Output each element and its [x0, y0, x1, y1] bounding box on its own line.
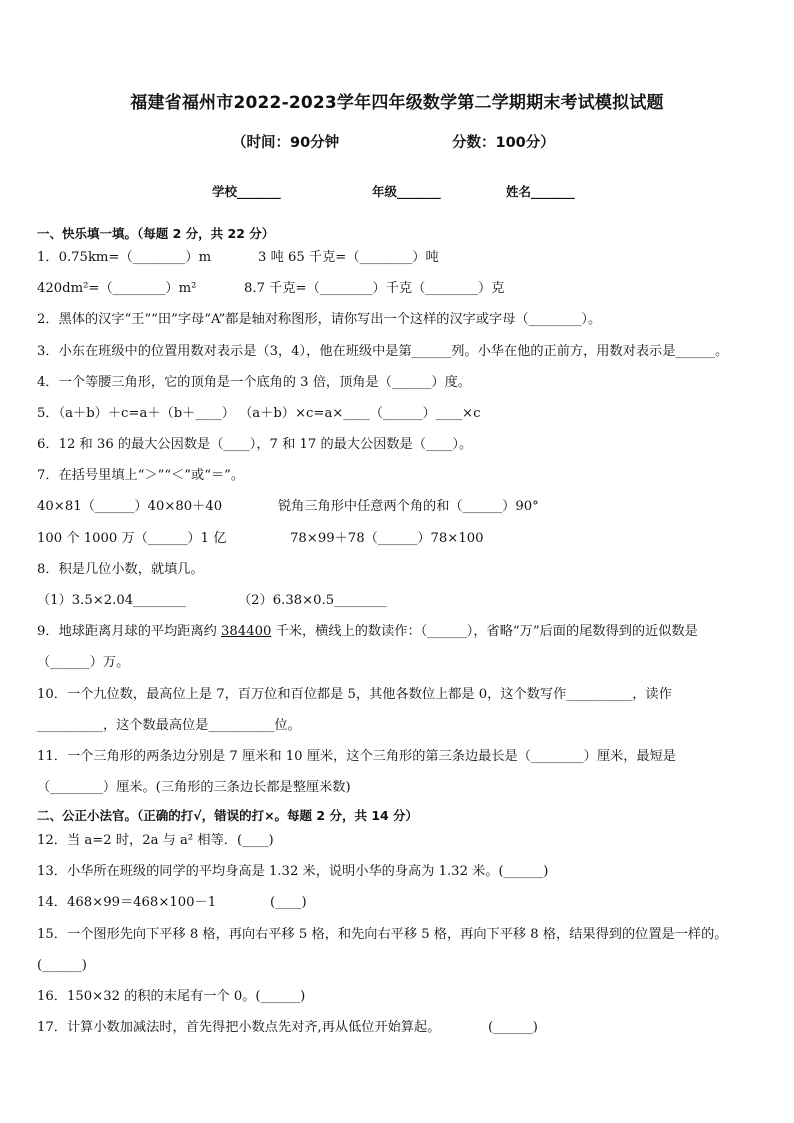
exam-title: 福建省福州市2022-2023学年四年级数学第二学期期末考试模拟试题 [130, 93, 664, 113]
question-10-continued: __________，这个数最高位是__________位。 [37, 718, 301, 733]
question-17-answer: (______) [488, 1020, 538, 1035]
question-15-continued: (______) [37, 958, 87, 973]
question-13: 13．小华所在班级的同学的平均身高是 1.32 米，说明小华的身高为 1.32 米。(______) [37, 864, 549, 879]
school-field: 学校_______ [212, 184, 281, 199]
question-7b: 锐角三角形中任意两个角的和（______）90° [278, 499, 539, 514]
question-9-prefix: 9．地球距离月球的平均距离约 [37, 624, 222, 639]
question-8b: （2）6.38×0.5________ [238, 593, 387, 608]
question-15: 15．一个图形先向下平移 8 格，再向右平移 5 格，和先向右平移 5 格，再向下平移 8 格，结果得到的位置是一样的。 [37, 927, 728, 942]
question-7c: 100 个 1000 万（______）1 亿 [37, 531, 227, 546]
exam-time: （时间：90分钟 [232, 135, 340, 151]
question-10: 10．一个九位数，最高位上是 7，百万位和百位都是 5，其他各数位上都是 0，这个数写作__________，读作 [37, 687, 672, 702]
question-7a: 40×81（______）40×80＋40 [37, 499, 223, 514]
question-9-suffix: 千米，横线上的数读作：（______），省略“万”后面的尾数得到的近似数是 [271, 624, 698, 639]
question-9-underlined-number: 384400 [221, 624, 272, 639]
question-11-continued: （________）厘米。(三角形的三条边长都是整厘米数) [37, 780, 351, 795]
section-1-title: 一、快乐填一填。（每题 2 分，共 22 分） [37, 226, 275, 241]
question-14-answer: (____) [270, 895, 307, 910]
name-field: 姓名_______ [506, 184, 575, 199]
question-4: 4．一个等腰三角形，它的顶角是一个底角的 3 倍，顶角是（______）度。 [37, 375, 471, 390]
question-14: 14．468×99＝468×100－1 [37, 895, 217, 910]
question-5: 5．（a＋b）＋c=a＋（b＋____） （a＋b）×c=a×____（______）____×c [37, 406, 481, 421]
question-9-continued: （______）万。 [37, 655, 130, 670]
question-12: 12．当 a=2 时，2a 与 a² 相等．(____) [37, 833, 274, 848]
question-8a: （1）3.5×2.04________ [37, 593, 186, 608]
question-11: 11．一个三角形的两条边分别是 7 厘米和 10 厘米，这个三角形的第三条边最长是（________）厘米，最短是 [37, 749, 676, 764]
question-2: 2．黑体的汉字“王”“田”字母“A”都是轴对称图形，请你写出一个这样的汉字或字母（________）。 [37, 312, 602, 327]
exam-score: 分数：100分） [452, 135, 555, 151]
question-1a: 1．0.75km=（________）m [37, 250, 212, 265]
question-6: 6．12 和 36 的最大公因数是（____），7 和 17 的最大公因数是（____）。 [37, 437, 473, 452]
question-16: 16．150×32 的积的末尾有一个 0。(______) [37, 989, 306, 1004]
grade-field: 年级_______ [372, 184, 441, 199]
question-7d: 78×99＋78（______）78×100 [290, 531, 484, 546]
section-2-title: 二、公正小法官。（正确的打√，错误的打×。每题 2 分，共 14 分） [37, 808, 419, 823]
question-1c: 420dm²=（________）m² [37, 281, 197, 296]
question-1b: 3 吨 65 千克=（________）吨 [258, 250, 439, 265]
question-8: 8．积是几位小数，就填几。 [37, 562, 204, 577]
question-17: 17．计算小数加减法时，首先得把小数点先对齐,再从低位开始算起。 [37, 1020, 441, 1035]
question-3: 3．小东在班级中的位置用数对表示是（3，4），他在班级中是第______列。小华在他的正前方，用数对表示是______。 [37, 344, 729, 359]
question-1d: 8.7 千克=（________）千克（________）克 [244, 281, 505, 296]
question-7: 7．在括号里填上“＞”“＜”或“＝”。 [37, 468, 245, 483]
question-9 [37, 623, 698, 641]
